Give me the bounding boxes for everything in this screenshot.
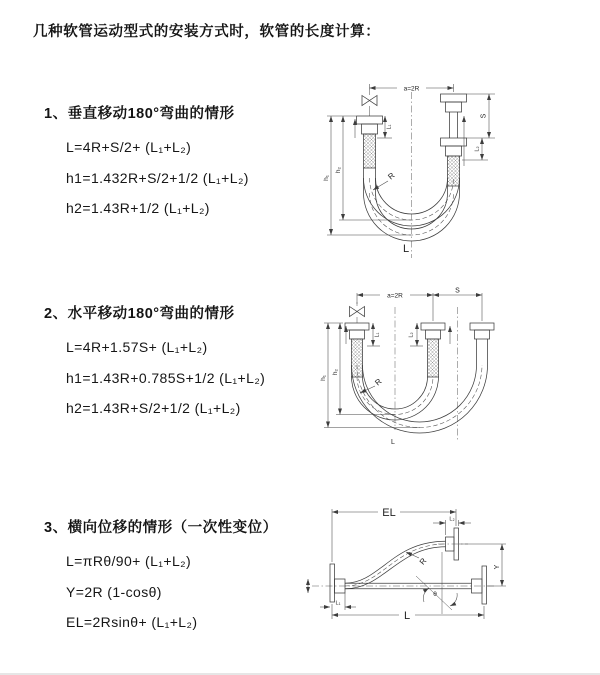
radius-label: R [417,556,429,567]
formula-h2: h2=1.43R+1/2 (L₁+L₂) [66,200,210,216]
dim-l [332,604,484,622]
section-horizontal-180 [44,302,265,424]
section-2-heading: 2、水平移动180°弯曲的情形 [44,306,235,322]
formula-l: L=4R+1.57S+ (L₁+L₂) [66,339,208,355]
dim-y-label: Y [494,564,501,570]
dim-l-label: L [403,610,411,622]
dim-l2-label: L₂ [449,516,455,523]
flange-fitting-right [441,94,467,193]
dim-h2-label: h₂ [335,166,342,174]
diagram-lateral-displacement [298,500,600,662]
section-vertical-180 [44,102,249,224]
dim-a-2r [370,84,454,93]
dim-h2-label: h₂ [332,368,339,376]
section-1-formulas [66,132,249,224]
formula-h1: h1=1.432R+S/2+1/2 (L₁+L₂) [66,169,249,186]
dim-el [332,507,456,562]
length-label: L [402,243,410,255]
formula-l: L=4R+S/2+ (L₁+L₂) [66,139,192,155]
flange-fitting-right [470,323,494,365]
dim-l2-label: L₂ [408,332,415,338]
dim-y [459,544,506,586]
section-2-formulas [66,332,265,424]
flange-left [330,564,345,602]
dim-l1 [320,593,356,610]
diagram-horizontal-180 [310,282,590,472]
dim-s [467,94,496,138]
dim-l1-label: L₁ [335,600,341,607]
dim-h1-label: h₁ [320,375,327,381]
dim-l2 [433,517,471,536]
dim-l1-label: L₁ [386,124,393,130]
diagram-vertical-180 [312,66,590,268]
length-label: L [391,439,395,446]
flange-right-original [472,566,487,604]
dim-a-label: a=2R [387,292,403,300]
dim-s [433,288,482,322]
dim-s-label: S [455,287,460,295]
flange-fitting-middle [421,323,445,377]
page-title: 几种软管运动型式的安装方式时，软管的长度计算： [33,24,381,40]
section-lateral-displacement [44,516,278,638]
dim-l1 [377,116,393,138]
formula-el: EL=2Rsinθ+ (L₁+L₂) [66,614,198,630]
dim-l2-label: L₂ [474,146,481,152]
dim-h1-label: h₁ [323,175,330,181]
radius-label: R [386,170,397,182]
dim-el-label: EL [382,507,396,519]
formula-h1: h1=1.43R+0.785S+1/2 (L₁+L₂) [66,369,266,386]
hose-u-bend [352,365,488,433]
dim-l2 [462,138,488,160]
valve-icon [350,302,365,323]
section-3-formulas [66,546,278,638]
radius-callout [406,552,429,566]
section-3-heading: 3、横向位移的情形（一次性变位） [44,520,278,536]
angle-theta-label: θ [433,591,437,598]
dim-h2 [332,323,395,415]
radius-label: R [373,376,384,388]
dim-s-label: S [480,113,488,119]
formula-l: L=πRθ/90+ (L₁+L₂) [66,553,192,569]
dim-l1-label: L₁ [374,332,381,338]
section-1-heading: 1、垂直移动180°弯曲的情形 [44,106,235,122]
dim-a-label: a=2R [403,85,420,93]
hose-s-curve [345,541,468,589]
valve-icon [362,90,377,116]
formula-h2: h2=1.43R+S/2+1/2 (L₁+L₂) [66,400,241,416]
formula-y: Y=2R (1-cosθ) [66,583,162,600]
